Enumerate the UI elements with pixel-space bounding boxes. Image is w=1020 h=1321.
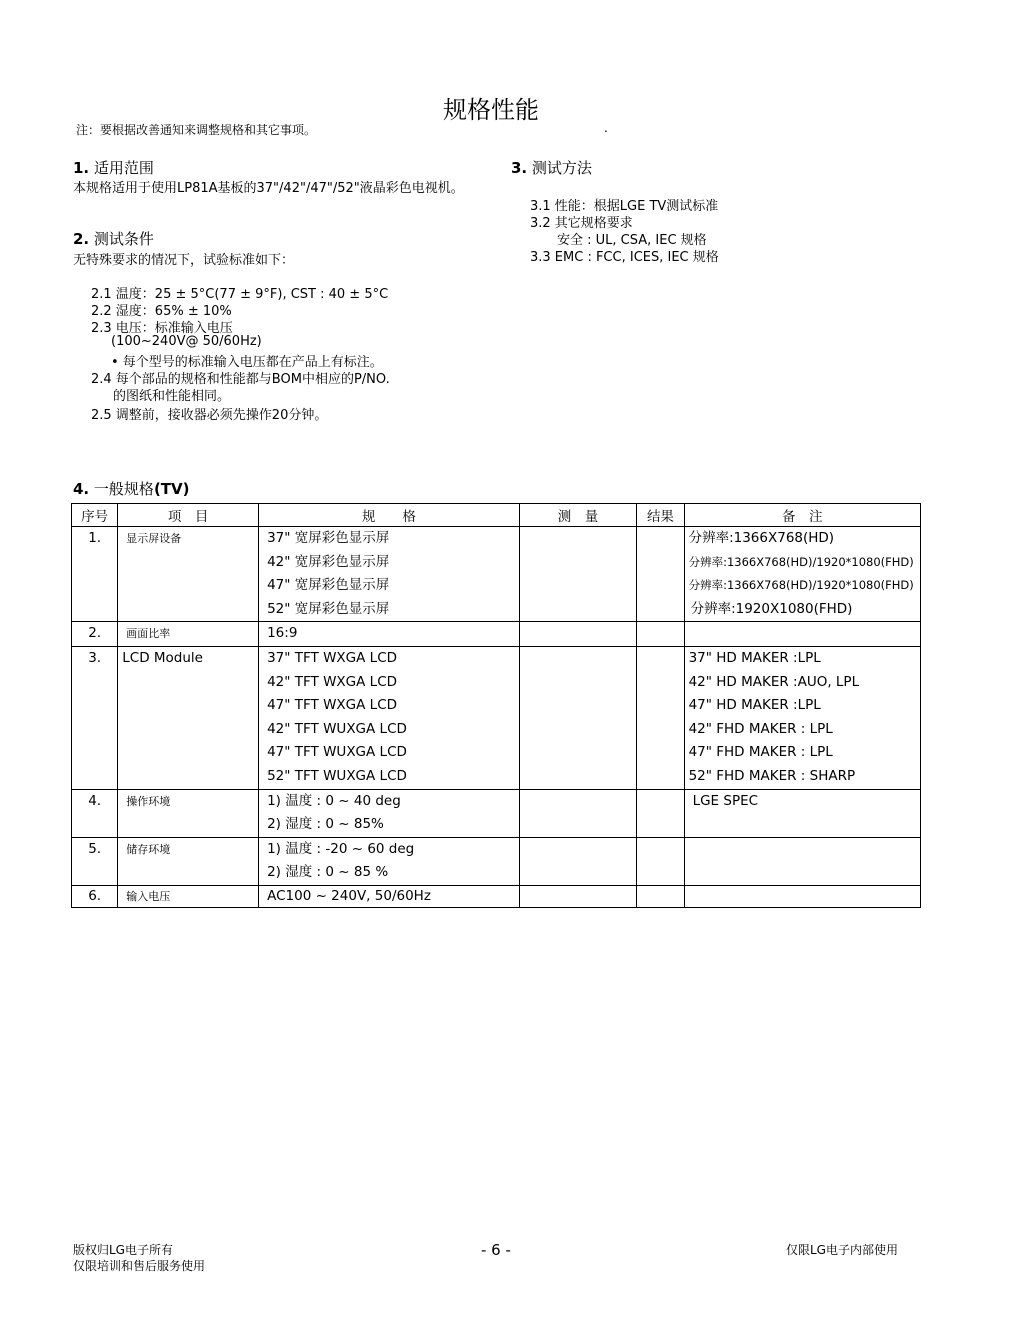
table-row — [72, 622, 921, 647]
row-spec: 1) 温度 : 0 ~ 40 deg — [267, 792, 401, 809]
row-item: 显示屏设备 — [126, 532, 182, 545]
row-spec: 47" TFT WXGA LCD — [267, 697, 398, 714]
row-item: 画面比率 — [126, 627, 171, 641]
section2-title: 测试条件 — [93, 230, 154, 248]
row-no: 4. — [88, 792, 102, 809]
row-measure — [519, 837, 637, 885]
row-result — [637, 646, 684, 789]
section4-heading — [73, 478, 190, 499]
header-spec: 规 格 — [259, 504, 520, 527]
section1-heading — [73, 157, 154, 178]
row-no: 1. — [88, 530, 102, 546]
table-row — [72, 885, 921, 907]
row-remark: 分辨率:1920X1080(FHD) — [690, 600, 853, 617]
section3-num: 3. — [511, 159, 528, 177]
row-remark: 分辨率:1366X768(HD)/1920*1080(FHD) — [688, 578, 914, 593]
row-spec: 52" TFT WUXGA LCD — [267, 767, 407, 784]
row-spec: 37" TFT WXGA LCD — [267, 649, 398, 666]
header-no: 序号 — [72, 504, 118, 527]
footer-internal: 仅限LG电子内部使用 — [786, 1243, 898, 1257]
section1-text: 本规格适用于使用LP81A基板的37"/42"/47"/52"液晶彩色电视机。 — [73, 181, 464, 196]
table-header-row — [72, 504, 921, 527]
section3-item: 3.3 EMC : FCC, ICES, IEC 规格 — [530, 250, 719, 265]
section3-title: 测试方法 — [531, 159, 592, 177]
section2-item: (100~240V@ 50/60Hz) — [111, 334, 262, 349]
header-remark: 备 注 — [684, 504, 920, 527]
row-measure — [519, 646, 637, 789]
table-row — [72, 527, 921, 622]
row-remark — [684, 622, 920, 647]
section4-num: 4. — [73, 480, 90, 498]
row-measure — [519, 527, 637, 622]
row-spec: 52" 宽屏彩色显示屏 — [267, 600, 390, 617]
row-item: 输入电压 — [126, 889, 171, 903]
note-text: 注：要根据改善通知来调整规格和其它事项。 — [76, 123, 317, 137]
row-remark: 42" FHD MAKER : LPL — [688, 720, 833, 737]
page-number: - 6 - — [481, 1241, 511, 1259]
row-remark: 37" HD MAKER :LPL — [688, 649, 821, 666]
row-result — [637, 622, 684, 647]
row-spec: AC100 ~ 240V, 50/60Hz — [267, 887, 431, 904]
section1-title: 适用范围 — [93, 159, 154, 177]
section2-item: 2.3 电压：标准输入电压 — [91, 321, 233, 336]
row-spec: 42" TFT WXGA LCD — [267, 673, 398, 690]
header-result: 结果 — [637, 504, 684, 527]
header-item: 项 目 — [118, 504, 259, 527]
row-remark: 47" HD MAKER :LPL — [688, 697, 821, 714]
row-spec: 42" TFT WUXGA LCD — [267, 720, 407, 737]
row-measure — [519, 789, 637, 837]
table-row — [72, 837, 921, 885]
row-result — [637, 527, 684, 622]
row-spec: 42" 宽屏彩色显示屏 — [267, 553, 390, 570]
row-item: 储存环境 — [126, 842, 171, 856]
row-no: 6. — [88, 887, 102, 904]
row-remark — [684, 837, 920, 885]
row-remark: 47" FHD MAKER : LPL — [688, 744, 833, 761]
note-dot: . — [604, 121, 608, 135]
section2-item: 2.1 温度：25 ± 5°C(77 ± 9°F), CST : 40 ± 5°C — [91, 287, 389, 302]
row-no: 3. — [88, 649, 102, 666]
row-spec: 2) 湿度 : 0 ~ 85 % — [267, 864, 389, 881]
section2-item: 2.4 每个部品的规格和性能都与BOM中相应的P/NO. — [91, 372, 390, 387]
section3-item: 3.2 其它规格要求 — [530, 216, 633, 231]
section2-item: • 每个型号的标准输入电压都在产品上有标注。 — [111, 355, 383, 370]
row-remark: 分辨率:1366X768(HD)/1920*1080(FHD) — [688, 554, 914, 569]
section3-heading — [511, 157, 592, 178]
section1-num: 1. — [73, 159, 90, 177]
row-spec: 16:9 — [267, 625, 298, 642]
row-remark: 52" FHD MAKER : SHARP — [688, 767, 856, 784]
row-spec: 1) 温度 : -20 ~ 60 deg — [267, 840, 415, 857]
footer-usage: 仅限培训和售后服务使用 — [73, 1259, 206, 1273]
section2-num: 2. — [73, 230, 90, 248]
row-item: LCD Module — [122, 649, 203, 666]
section2-heading — [73, 228, 154, 249]
row-spec: 47" TFT WUXGA LCD — [267, 744, 407, 761]
section4-suffix: (TV) — [153, 480, 190, 498]
section3-item: 3.1 性能：根据LGE TV测试标准 — [530, 199, 719, 214]
row-remark: LGE SPEC — [692, 792, 759, 809]
row-result — [637, 837, 684, 885]
row-remark — [684, 885, 920, 907]
row-no: 5. — [88, 840, 102, 857]
row-spec: 2) 湿度 : 0 ~ 85% — [267, 816, 384, 833]
section2-item: 的图纸和性能相同。 — [113, 389, 231, 404]
section3-item: 安全 : UL, CSA, IEC 规格 — [557, 233, 707, 248]
row-spec: 37" 宽屏彩色显示屏 — [267, 530, 390, 546]
row-remark: 分辨率:1366X768(HD) — [688, 530, 835, 546]
table-row — [72, 789, 921, 837]
row-result — [637, 789, 684, 837]
section4-title: 一般规格 — [93, 480, 154, 498]
row-measure — [519, 622, 637, 647]
row-spec: 47" 宽屏彩色显示屏 — [267, 577, 390, 594]
section2-item: 2.2 湿度：65% ± 10% — [91, 304, 232, 319]
header-measure: 测 量 — [519, 504, 637, 527]
row-measure — [519, 885, 637, 907]
row-item: 操作环境 — [126, 794, 171, 808]
row-remark: 42" HD MAKER :AUO, LPL — [688, 673, 860, 690]
spec-table — [71, 503, 921, 908]
table-row — [72, 646, 921, 789]
section2-item: 2.5 调整前，接收器必须先操作20分钟。 — [91, 408, 328, 423]
footer-copyright: 版权归LG电子所有 — [73, 1243, 173, 1257]
row-no: 2. — [88, 625, 102, 642]
section2-intro: 无特殊要求的情况下，试验标准如下： — [73, 253, 295, 268]
page-title: 规格性能 — [443, 96, 539, 124]
row-result — [637, 885, 684, 907]
